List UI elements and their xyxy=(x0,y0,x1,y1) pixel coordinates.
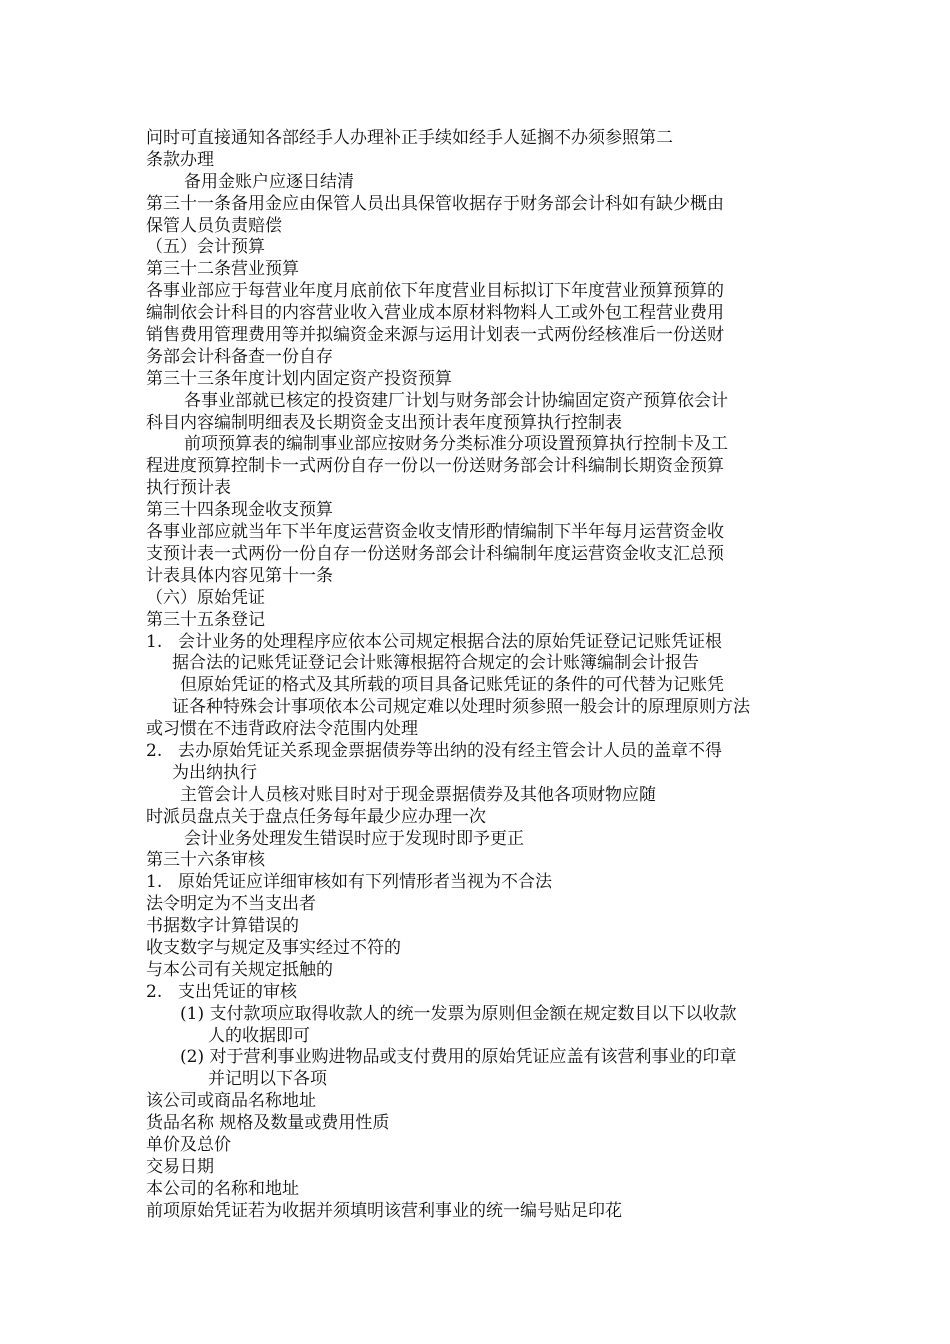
list-number: 1. xyxy=(146,872,163,892)
text-line: 程进度预算控制卡一式两份自存一份以一份送财务部会计科编制长期资金预算 xyxy=(146,456,724,476)
text-line: 各事业部就已核定的投资建厂计划与财务部会计协编固定资产预算依会计 xyxy=(184,391,728,411)
text-line: 货品名称 规格及数量或费用性质 xyxy=(146,1113,390,1133)
text-line: 科目内容编制明细表及长期资金支出预计表年度预算执行控制表 xyxy=(146,413,622,433)
text-line: 法令明定为不当支出者 xyxy=(146,894,316,914)
article-heading: 第三十一条备用金应由保管人员出具保管收据存于财务部会计科如有缺少概由 xyxy=(146,194,724,214)
text-line: 书据数字计算错误的 xyxy=(146,916,299,936)
text-line: 为出纳执行 xyxy=(172,763,257,783)
text-line: 务部会计科备查一份自存 xyxy=(146,347,333,367)
text-line: 执行预计表 xyxy=(146,478,231,498)
text-line: 销售费用管理费用等并拟编资金来源与运用计划表一式两份经核准后一份送财 xyxy=(146,325,724,345)
list-number: 2. xyxy=(146,982,163,1002)
sub-item: (1) 支付款项应取得收款人的统一发票为原则但金额在规定数目以下以收款 xyxy=(180,1004,737,1024)
section-heading: （五）会计预算 xyxy=(146,237,265,257)
text-line: 各事业部应就当年下半年度运营资金收支情形酌情编制下半年每月运营资金收 xyxy=(146,522,724,542)
article-heading: 第三十四条现金收支预算 xyxy=(146,500,333,520)
text-line: 但原始凭证的格式及其所载的项目具备记账凭证的条件的可代替为记账凭 xyxy=(180,675,724,695)
text-line: 前项预算表的编制事业部应按财务分类标准分项设置预算执行控制卡及工 xyxy=(184,434,728,454)
text-line: 问时可直接通知各部经手人办理补正手续如经手人延搁不办须参照第二 xyxy=(146,128,673,148)
article-heading: 第三十六条审核 xyxy=(146,850,265,870)
text-line: 并记明以下各项 xyxy=(208,1069,327,1089)
list-item-text: 会计业务的处理程序应依本公司规定根据合法的原始凭证登记记账凭证根 xyxy=(178,632,722,652)
sub-item: (2) 对于营利事业购进物品或支付费用的原始凭证应盖有该营利事业的印章 xyxy=(180,1047,737,1067)
text-line: 会计业务处理发生错误时应于发现时即予更正 xyxy=(184,829,524,849)
text-line: 据合法的记账凭证登记会计账簿根据符合规定的会计账簿编制会计报告 xyxy=(172,653,699,673)
list-item-text: 原始凭证应详细审核如有下列情形者当视为不合法 xyxy=(178,872,552,892)
text-line: 主管会计人员核对账目时对于现金票据债券及其他各项财物应随 xyxy=(180,785,656,805)
list-item-text: 支出凭证的审核 xyxy=(178,982,297,1002)
text-line: 计表具体内容见第十一条 xyxy=(146,566,333,586)
text-line: 收支数字与规定及事实经过不符的 xyxy=(146,938,401,958)
text-line: 保管人员负责赔偿 xyxy=(146,216,282,236)
article-heading: 第三十五条登记 xyxy=(146,610,265,630)
text-line: 支预计表一式两份一份自存一份送财务部会计科编制年度运营资金收支汇总预 xyxy=(146,544,724,564)
text-line: 单价及总价 xyxy=(146,1135,231,1155)
text-line: 备用金账户应逐日结清 xyxy=(184,172,354,192)
text-line: 编制依会计科目的内容营业收入营业成本原材料物料人工或外包工程营业费用 xyxy=(146,303,724,323)
text-line: 或习惯在不违背政府法令范围内处理 xyxy=(146,719,418,739)
text-line: 该公司或商品名称地址 xyxy=(146,1091,316,1111)
text-line: 证各种特殊会计事项依本公司规定难以处理时须参照一般会计的原理原则方法 xyxy=(172,697,750,717)
text-line: 条款办理 xyxy=(146,150,214,170)
text-line: 前项原始凭证若为收据并须填明该营利事业的统一编号贴足印花 xyxy=(146,1201,622,1221)
list-number: 1. xyxy=(146,632,163,652)
text-line: 时派员盘点关于盘点任务每年最少应办理一次 xyxy=(146,807,486,827)
text-line: 各事业部应于每营业年度月底前依下年度营业目标拟订下年度营业预算预算的 xyxy=(146,281,724,301)
section-heading: （六）原始凭证 xyxy=(146,588,265,608)
text-line: 人的收据即可 xyxy=(208,1026,310,1046)
article-heading: 第三十三条年度计划内固定资产投资预算 xyxy=(146,369,452,389)
text-line: 本公司的名称和地址 xyxy=(146,1179,299,1199)
list-item-text: 去办原始凭证关系现金票据债券等出纳的没有经主管会计人员的盖章不得 xyxy=(178,741,722,761)
text-line: 与本公司有关规定抵触的 xyxy=(146,960,333,980)
text-line: 交易日期 xyxy=(146,1157,214,1177)
article-heading: 第三十二条营业预算 xyxy=(146,259,299,279)
list-number: 2. xyxy=(146,741,163,761)
